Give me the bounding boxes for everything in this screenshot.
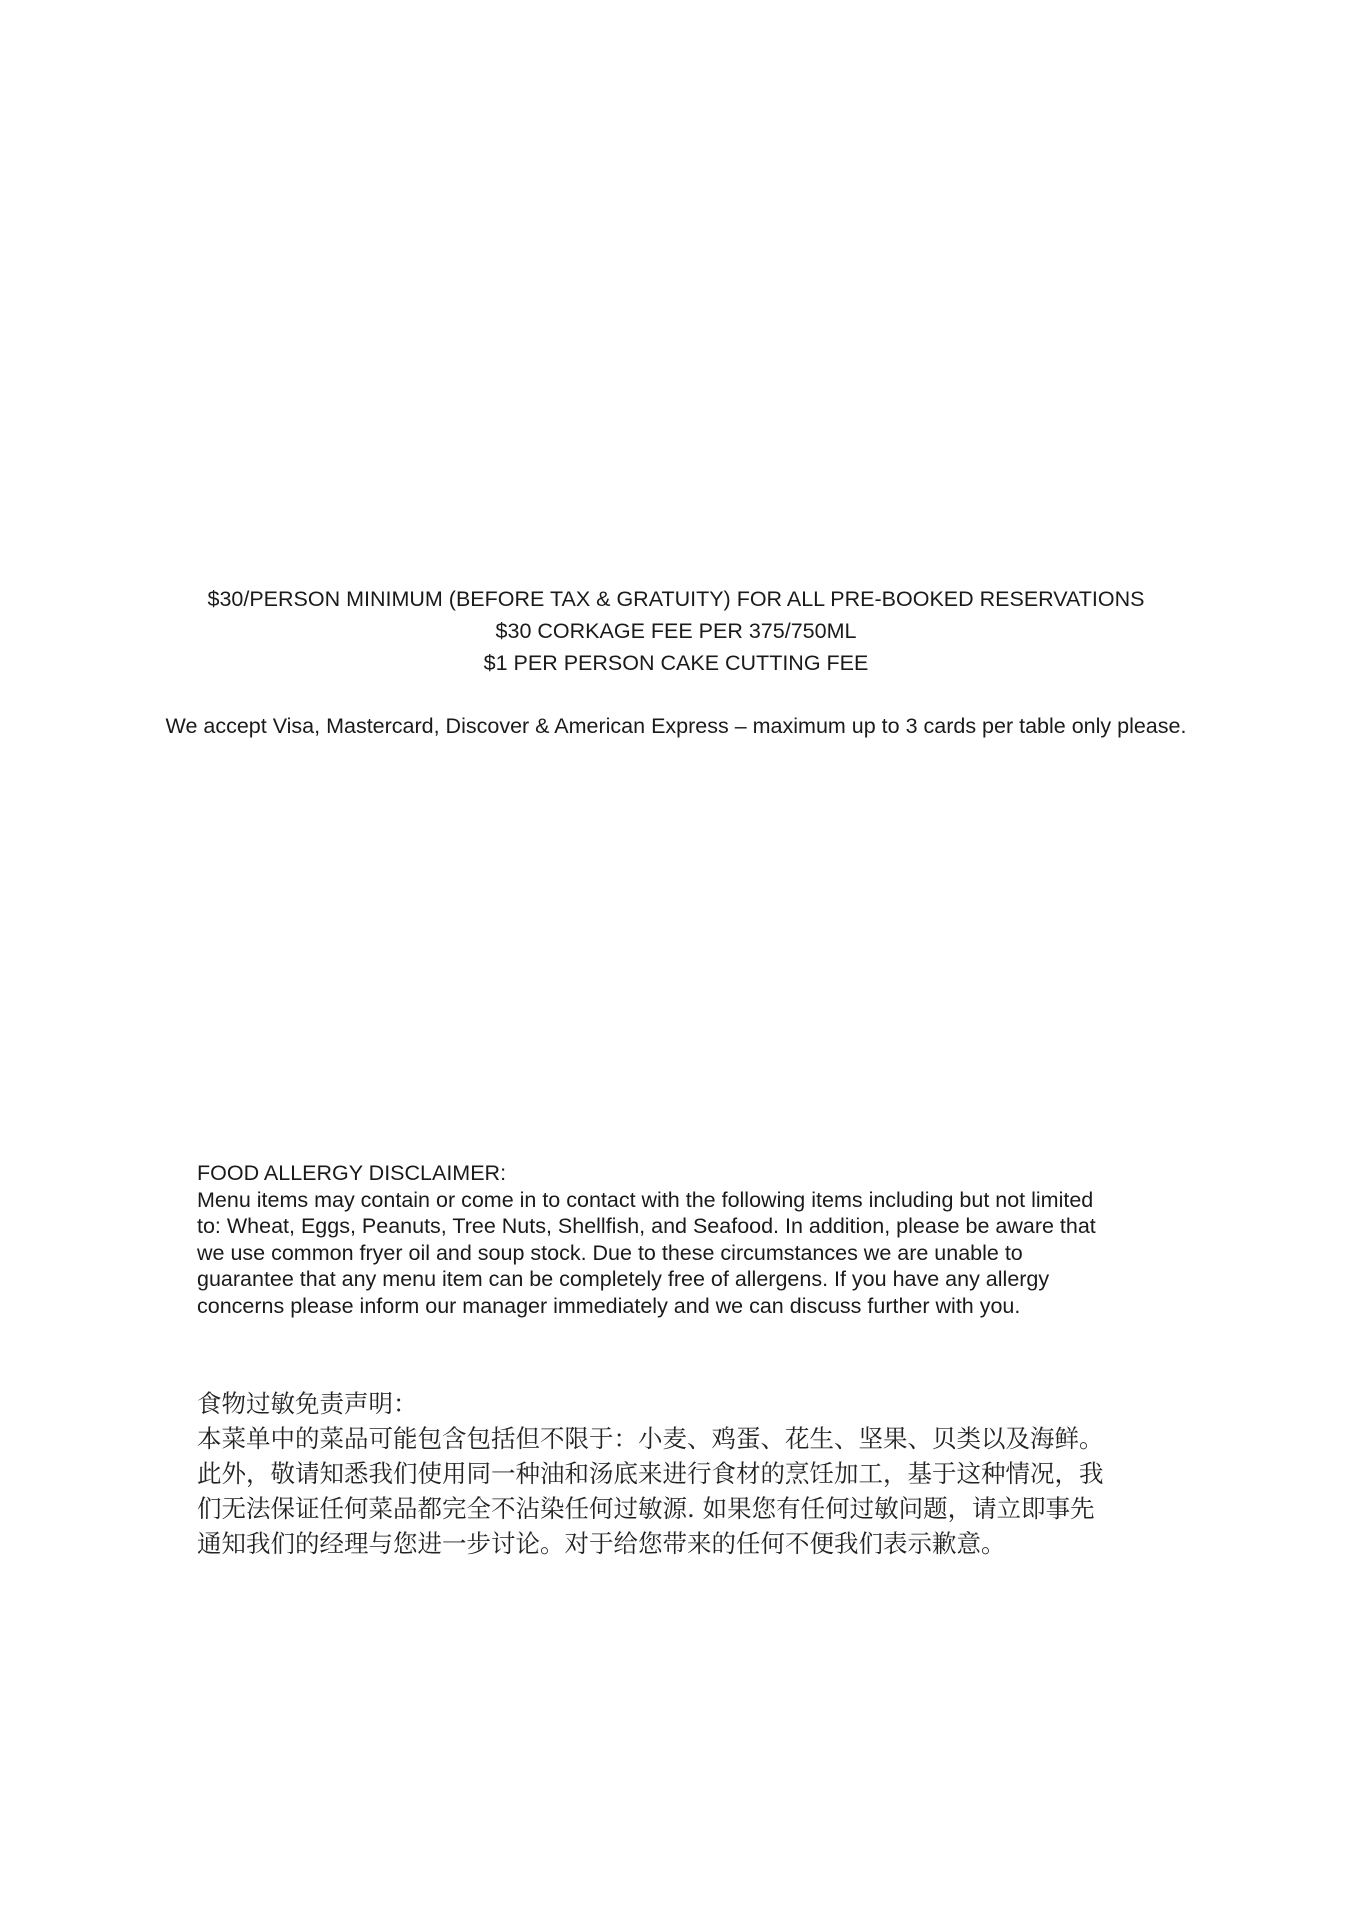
allergy-disclaimer-zh-line: 通知我们的经理与您进一步讨论。对于给您带来的任何不便我们表示歉意。 — [197, 1529, 1006, 1558]
cake-cutting-fee-policy: $1 PER PERSON CAKE CUTTING FEE — [483, 651, 869, 675]
corkage-fee-policy: $30 CORKAGE FEE PER 375/750ML — [495, 619, 857, 643]
allergy-disclaimer-english — [197, 1160, 1177, 1319]
allergy-disclaimer-line: concerns please inform our manager immediately and we can discuss further with you. — [197, 1293, 1021, 1318]
allergy-disclaimer-line: guarantee that any menu item can be completely free of allergens. If you have any allergy — [197, 1267, 1050, 1291]
allergy-disclaimer-line: we use common fryer oil and soup stock. Due to these circumstances we are unable to — [197, 1240, 1023, 1265]
minimum-spend-policy: $30/PERSON MINIMUM (BEFORE TAX & GRATUITY) FOR ALL PRE-BOOKED RESERVATIONS — [207, 587, 1145, 611]
allergy-disclaimer-zh-line: 们无法保证任何菜品都完全不沾染任何过敏源. 如果您有任何过敏问题，请立即事先 — [197, 1494, 1095, 1523]
allergy-disclaimer-chinese — [197, 1386, 1177, 1561]
allergy-disclaimer-heading: FOOD ALLERGY DISCLAIMER: — [197, 1161, 507, 1185]
allergy-disclaimer-line: Menu items may contain or come in to contact with the following items including but not limited — [197, 1187, 1094, 1212]
allergy-disclaimer-line: to: Wheat, Eggs, Peanuts, Tree Nuts, Shellfish, and Seafood. In addition, please be aware that — [197, 1214, 1096, 1238]
allergy-disclaimer-zh-line: 此外，敬请知悉我们使用同一种油和汤底来进行食材的烹饪加工，基于这种情况，我 — [197, 1459, 1104, 1488]
reservation-policies — [0, 583, 1352, 679]
payment-note: We accept Visa, Mastercard, Discover & American Express – maximum up to 3 cards per table only please. — [165, 714, 1187, 738]
allergy-disclaimer-zh-heading: 食物过敏免责声明： — [197, 1389, 418, 1418]
allergy-disclaimer-zh-line: 本菜单中的菜品可能包含包括但不限于：小麦、鸡蛋、花生、坚果、贝类以及海鲜。 — [197, 1424, 1104, 1453]
